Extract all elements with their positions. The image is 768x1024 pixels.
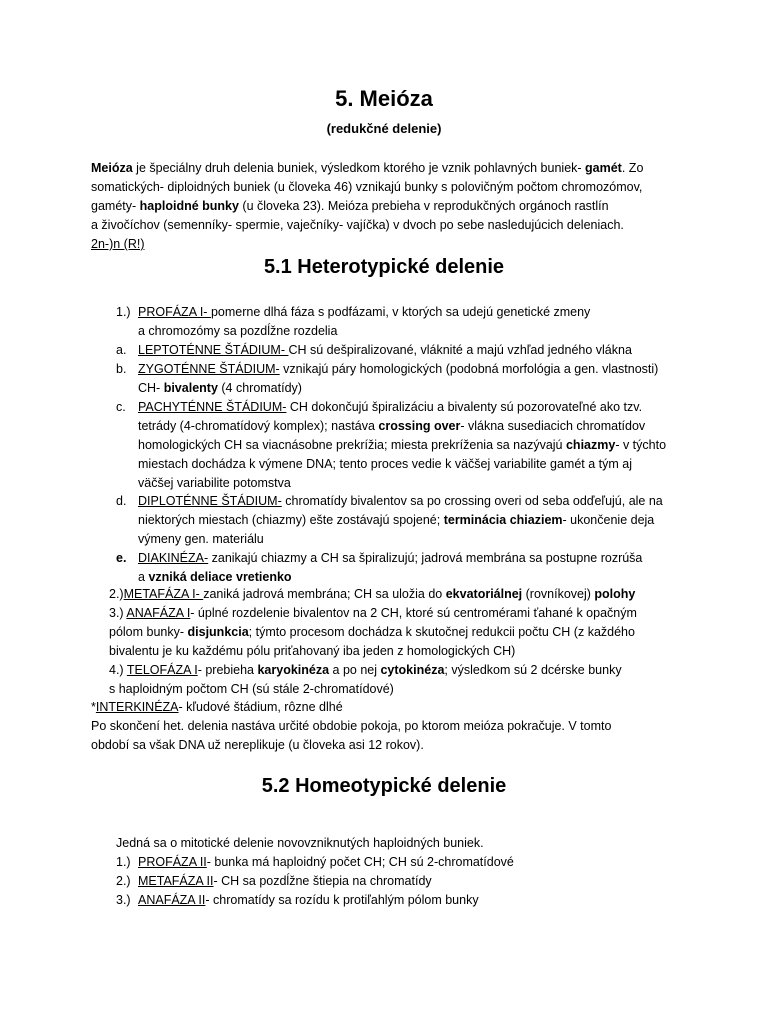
text: - kľudové štádium, rôzne dlhé xyxy=(178,700,343,714)
text: gaméty- xyxy=(91,199,140,213)
term-haploidne-bunky: haploidné bunky xyxy=(139,199,239,213)
text: pomerne dlhá fáza s podfázami, v ktorých sa udejú genetické zmeny xyxy=(210,305,591,319)
text: - prebieha xyxy=(197,663,258,677)
text: ; týmto procesom dochádza k skutočnej redukcii počtu CH (z každého xyxy=(248,625,635,639)
term-telofaza-1: TELOFÁZA I xyxy=(126,663,198,677)
list-item-telofaza-1 xyxy=(109,661,622,680)
text: CH sú dešpiralizované, vláknité a majú vzhľad jedného vlákna xyxy=(288,343,632,357)
term-karyokineza: karyokinéza xyxy=(257,663,330,677)
term-ekvatorialnej: ekvatoriálnej xyxy=(445,587,523,601)
list-number: 1.) xyxy=(116,855,131,869)
text: vznikajú páry homologických (podobná morfológia a gen. vlastnosti) xyxy=(279,362,659,376)
list-item-continuation: s haploidným počtom CH (sú stále 2-chromatídové) xyxy=(109,682,394,696)
list-item-anafaza-2 xyxy=(138,891,479,910)
list-item-anafaza-1 xyxy=(109,604,637,623)
text: a xyxy=(138,570,149,584)
page-title: 5. Meióza xyxy=(335,86,433,111)
list-item-diplotenne xyxy=(138,492,663,511)
term-pachytenne: PACHYTÉNNE ŠTÁDIUM- xyxy=(138,400,287,414)
term-cytokineza: cytokinéza xyxy=(380,663,445,677)
term-disjunkcia: disjunkcia xyxy=(187,625,249,639)
text: je špeciálny druh delenia buniek, výsledkom ktorého je vznik pohlavných buniek- xyxy=(132,161,586,175)
list-item-continuation xyxy=(138,511,654,530)
term-crossing-over: crossing over xyxy=(378,419,461,433)
term-interkineza: INTERKINÉZA xyxy=(95,700,179,714)
term-diakineza: DIAKINÉZA- xyxy=(138,551,209,565)
term-profaza-2: PROFÁZA II xyxy=(138,855,207,869)
text: (u človeka 23). Meióza prebieha v reprodukčných orgánoch rastlín xyxy=(238,199,609,213)
list-item-continuation xyxy=(138,379,302,398)
intro-line-5: 2n-)n (R!) xyxy=(91,237,145,251)
intro-line-2: somatických- diploidných buniek (u človeka 46) vznikajú bunky s polovičným počtom chromozómov, xyxy=(91,180,643,194)
intro-line-1 xyxy=(91,159,643,178)
text: a po nej xyxy=(329,663,381,677)
term-diplotenne: DIPLOTÉNNE ŠTÁDIUM- xyxy=(138,494,282,508)
term-leptotenne: LEPTOTÉNNE ŠTÁDIUM- xyxy=(138,343,289,357)
list-item-continuation xyxy=(138,417,645,436)
text: - CH sa pozdĺžne štiepia na chromatídy xyxy=(213,874,432,888)
list-letter: e. xyxy=(116,551,127,565)
interkineza-line xyxy=(91,698,343,717)
after-paragraph-line-2: období sa však DNA už nereplikuje (u človeka asi 12 rokov). xyxy=(91,738,424,752)
term-deliace-vretienko: vzniká deliace vretienko xyxy=(148,570,292,584)
term-gamet: gamét xyxy=(585,161,622,175)
term-metafaza-2: METAFÁZA II xyxy=(138,874,214,888)
text: (rovníkovej) xyxy=(522,587,595,601)
text: homologických CH sa viacnásobne prekrížia; miesta prekríženia sa nazývajú xyxy=(138,438,566,452)
text: niektorých miestach (chiazmy) ešte zostávajú spojené; xyxy=(138,513,444,527)
list-letter: d. xyxy=(116,494,127,508)
list-item-continuation: výmeny gen. materiálu xyxy=(138,532,264,546)
list-letter: a. xyxy=(116,343,127,357)
text: - v týchto xyxy=(615,438,667,452)
term-zygotenne: ZYGOTÉNNE ŠTÁDIUM- xyxy=(138,362,280,376)
list-item-zygotenne xyxy=(138,360,658,379)
text: - chromatídy sa rozídu k protiľahlým pólom bunky xyxy=(205,893,479,907)
list-number: 3.) xyxy=(116,893,131,907)
list-letter: b. xyxy=(116,362,127,376)
section-heading-5-1: 5.1 Heterotypické delenie xyxy=(263,256,505,278)
list-number: 4.) xyxy=(109,663,124,677)
text: pólom bunky- xyxy=(109,625,188,639)
list-item-continuation: miestach dochádza k výmene DNA; tento proces vedie k väčšej variabilite gamét a tým aj xyxy=(138,457,632,471)
term-anafaza-1: ANAFÁZA I xyxy=(126,606,191,620)
asterisk: * xyxy=(91,700,96,714)
list-number: 2.) xyxy=(116,874,131,888)
list-item-profaza-1 xyxy=(138,303,590,322)
list-item-continuation: bivalentu je ku každému pólu priťahovaný iba jeden z homologických CH) xyxy=(109,644,516,658)
section2-intro: Jedná sa o mitotické delenie novovzniknutých haploidných buniek. xyxy=(116,836,484,850)
text: zanikajú chiazmy a CH sa špiralizujú; jadrová membrána sa postupne rozrúša xyxy=(208,551,643,565)
term-polohy: polohy xyxy=(594,587,636,601)
term-profaza-1: PROFÁZA I- xyxy=(138,305,211,319)
text: (4 chromatídy) xyxy=(217,381,302,395)
list-item-metafaza-2 xyxy=(138,872,432,891)
list-number: 3.) xyxy=(109,606,124,620)
section-heading-5-2: 5.2 Homeotypické delenie xyxy=(261,775,507,797)
list-item-continuation: a chromozómy sa pozdĺžne rozdelia xyxy=(138,324,338,338)
page-subtitle: (redukčné delenie) xyxy=(326,121,442,136)
text: zaniká jadrová membrána; CH sa uložia do xyxy=(203,587,446,601)
list-letter: c. xyxy=(116,400,126,414)
list-item-diakineza xyxy=(138,549,642,568)
text: - úplné rozdelenie bivalentov na 2 CH, ktoré sú centromérami ťahané k opačným xyxy=(190,606,637,620)
text: CH dokončujú špiralizáciu a bivalenty sú pozorovateľné ako tzv. xyxy=(286,400,643,414)
list-item-leptotenne xyxy=(138,341,632,360)
intro-line-3 xyxy=(91,197,609,216)
text: - vlákna susediacich chromatídov xyxy=(460,419,646,433)
term-anafaza-2: ANAFÁZA II xyxy=(138,893,206,907)
text: tetrády (4-chromatídový komplex); nastáva xyxy=(138,419,379,433)
list-number: 2.) xyxy=(109,587,124,601)
text: ; výsledkom sú 2 dcérske bunky xyxy=(444,663,622,677)
term-meioza: Meióza xyxy=(91,161,133,175)
list-item-pachytenne xyxy=(138,398,642,417)
term-bivalenty: bivalenty xyxy=(163,381,218,395)
list-item-continuation: väčšej variabilite potomstva xyxy=(138,476,291,490)
text: - ukončenie deja xyxy=(562,513,655,527)
text: . Zo xyxy=(621,161,644,175)
term-terminacia-chiaziem: terminácia chiaziem xyxy=(443,513,563,527)
text: - bunka má haploidný počet CH; CH sú 2-chromatídové xyxy=(206,855,514,869)
text: chromatídy bivalentov sa po crossing overi od seba odďeľujú, ale na xyxy=(281,494,663,508)
after-paragraph-line-1: Po skončení het. delenia nastáva určité obdobie pokoja, po ktorom meióza pokračuje. V tomto xyxy=(91,719,612,733)
text: CH- xyxy=(138,381,164,395)
list-number: 1.) xyxy=(116,305,131,319)
list-item-continuation xyxy=(138,436,666,455)
term-chiazmy: chiazmy xyxy=(565,438,616,452)
term-metafaza-1: METAFÁZA I- xyxy=(123,587,204,601)
list-item-metafaza-1 xyxy=(109,585,635,604)
list-item-continuation xyxy=(109,623,635,642)
list-item-profaza-2 xyxy=(138,853,514,872)
intro-line-4: a živočíchov (semenníky- spermie, vaječníky- vajíčka) v dvoch po sebe nasledujúcich deleniach. xyxy=(91,218,624,232)
